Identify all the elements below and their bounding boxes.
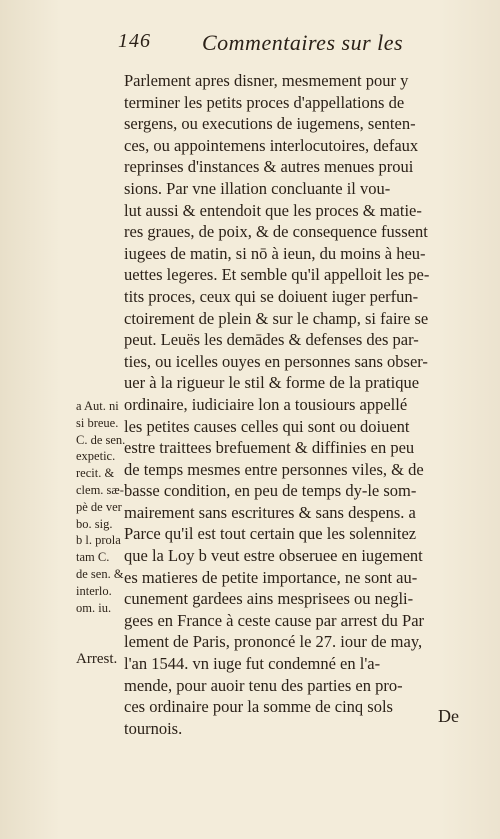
margin-note-line: si breue. — [76, 415, 119, 430]
text-line: l'an 1544. vn iuge fut condemné en l'a- — [124, 654, 381, 674]
text-line: Parce qu'il est tout certain que les solennitez — [124, 524, 417, 544]
margin-note-line: C. de sen. — [76, 432, 126, 447]
arrest-margin-label: Arrest. — [76, 651, 118, 667]
text-line: uer à la rigueur le stil & forme de la pratique — [124, 373, 420, 393]
text-line: ordinaire, iudiciaire lon a tousiours appellé — [124, 394, 408, 414]
margin-note-line: b l. prola — [76, 533, 121, 548]
text-line: terminer les petits proces d'appellations de — [124, 92, 405, 112]
margin-note-line: a Aut. ni — [76, 399, 119, 413]
text-line: peut. Leuës les demādes & defenses des par- — [124, 330, 419, 350]
margin-note-line: clem. sæ- — [76, 482, 124, 497]
margin-note-line: om. iu. — [76, 600, 112, 615]
text-line: lement de Paris, prononcé le 27. iour de may, — [124, 632, 423, 652]
text-line: cunement gardees ains mesprisees ou negli- — [124, 589, 414, 609]
text-line: ces, ou appointemens interlocutoires, defaux — [124, 135, 419, 155]
running-title: Commentaires sur les — [202, 30, 404, 55]
text-line: basse condition, en peu de temps dy-le som- — [124, 481, 417, 501]
text-line: uettes legeres. Et semble qu'il appelloit les pe- — [124, 265, 430, 285]
folio-number: 146 — [118, 30, 151, 52]
text-line: ces ordinaire pour la somme de cinq sols — [124, 697, 393, 717]
text-line: que la Loy b veut estre obseruee en iugement — [124, 546, 423, 566]
margin-note-line: bo. sig. — [76, 516, 113, 531]
text-line: reprinses d'instances & autres menues proui — [124, 157, 414, 177]
text-line: mende, pour auoir tenu des parties en pro- — [124, 675, 403, 695]
catchword: De — [438, 706, 459, 726]
text-line: gees en France à ceste cause par arrest du Par — [124, 610, 425, 630]
margin-notes — [76, 398, 126, 616]
text-line: sions. Par vne illation concluante il vou- — [124, 178, 391, 198]
margin-note-line: pè de ver — [76, 499, 122, 514]
text-line: estre traittees brefuement & diffinies en peu — [124, 438, 415, 458]
margin-note-line: expetic. — [76, 449, 116, 464]
text-line: Parlement apres disner, mesmement pour y — [124, 71, 409, 90]
text-line: de temps mesmes entre personnes viles, & de — [124, 459, 424, 479]
text-line: lut aussi & entendoit que les proces & matie- — [124, 200, 422, 220]
text-line: es matieres de petite importance, ne sont au- — [124, 567, 418, 587]
text-line: sergens, ou executions de iugemens, senten- — [124, 114, 416, 134]
text-line: ctoirement de plein & sur le champ, si faire se — [124, 308, 429, 328]
text-line: iugees de matin, si nō à ieun, du moins à heu- — [124, 243, 426, 263]
text-line: ties, ou icelles ouyes en personnes sans obser- — [124, 351, 428, 371]
margin-note-line: interlo. — [76, 583, 112, 598]
page-header — [118, 30, 418, 56]
margin-note-line: de sen. & — [76, 566, 124, 581]
text-line: res graues, de poix, & de consequence fussent — [124, 222, 428, 242]
margin-note-line: recit. & — [76, 466, 115, 481]
main-text-block — [124, 70, 464, 739]
margin-note-line: tam C. — [76, 550, 110, 565]
text-line: les petites causes celles qui sont ou doiuent — [124, 416, 410, 436]
text-line: tournois. — [124, 718, 183, 738]
text-line: mairement sans escritures & sans despens. a — [124, 502, 416, 522]
text-line: tits proces, ceux qui se doiuent iuger perfun- — [124, 286, 419, 306]
